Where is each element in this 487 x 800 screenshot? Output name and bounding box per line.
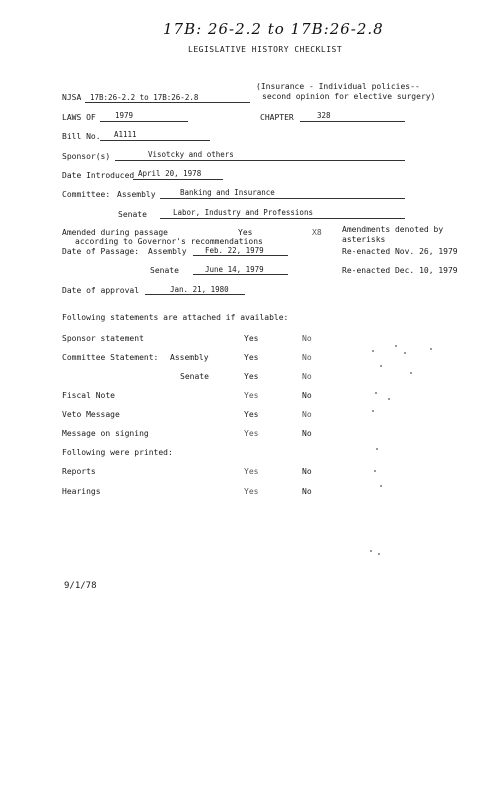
message-on-signing-yes: Yes [244, 429, 259, 438]
passage-senate-value: June 14, 1979 [205, 265, 264, 274]
bill-no-underline [100, 140, 210, 141]
njsa-note-line1: (Insurance - Individual policies-- [256, 82, 420, 91]
statements-heading: Following statements are attached if available: [62, 313, 289, 322]
committee-assembly-label: Assembly [117, 190, 156, 199]
njsa-label: NJSA [62, 93, 82, 102]
committee-statement-senate-no: No [302, 372, 312, 381]
fiscal-note-yes: Yes [244, 391, 259, 400]
committee-statement-assembly-label: Assembly [170, 353, 209, 362]
committee-senate-underline [160, 218, 405, 219]
amended-no-mark: X8 [312, 228, 322, 237]
bill-no-value: A1111 [114, 130, 137, 139]
reports-label: Reports [62, 467, 96, 476]
amendments-note-line1: Amendments denoted by [342, 225, 444, 234]
sponsors-value: Visotcky and others [148, 150, 234, 159]
passage-assembly-underline [193, 255, 288, 256]
laws-of-value: 1979 [115, 111, 134, 120]
date-introduced-underline [133, 179, 223, 180]
reports-yes: Yes [244, 467, 259, 476]
passage-senate-underline [193, 274, 288, 275]
veto-message-label: Veto Message [62, 410, 120, 419]
date-introduced-value: April 20, 1978 [138, 169, 202, 178]
committee-statement-label: Committee Statement: [62, 353, 159, 362]
footer-form-code: 9/1/78 [64, 581, 97, 591]
amendments-note-line2: asterisks [342, 235, 386, 244]
committee-statement-assembly-yes: Yes [244, 353, 259, 362]
sponsors-underline [115, 160, 405, 161]
committee-assembly-value: Banking and Insurance [180, 188, 275, 197]
committee-senate-value: Labor, Industry and Professions [173, 208, 313, 217]
committee-label: Committee: [62, 190, 111, 199]
chapter-value: 328 [317, 111, 331, 120]
handwritten-statute-reference: 17B: 26-2.2 to 17B:26-2.8 [163, 20, 384, 38]
sponsor-statement-yes: Yes [244, 334, 259, 343]
reenacted-dec: Re-enacted Dec. 10, 1979 [342, 266, 458, 275]
fiscal-note-label: Fiscal Note [62, 391, 115, 400]
chapter-underline [300, 121, 405, 122]
date-introduced-label: Date Introduced [62, 171, 135, 180]
passage-senate-label: Senate [150, 266, 179, 275]
bill-no-label: Bill No. [62, 132, 101, 141]
fiscal-note-no: No [302, 391, 312, 400]
message-on-signing-label: Message on signing [62, 429, 149, 438]
sponsor-statement-label: Sponsor statement [62, 334, 144, 343]
page-title: LEGISLATIVE HISTORY CHECKLIST [188, 45, 343, 54]
chapter-label: CHAPTER [260, 113, 294, 122]
sponsor-statement-no: No [302, 334, 312, 343]
sponsors-label: Sponsor(s) [62, 152, 111, 161]
committee-statement-senate-label: Senate [180, 372, 209, 381]
date-of-approval-underline [145, 294, 245, 295]
veto-message-yes: Yes [244, 410, 259, 419]
date-of-approval-value: Jan. 21, 1980 [170, 285, 229, 294]
reenacted-nov: Re-enacted Nov. 26, 1979 [342, 247, 458, 256]
laws-of-underline [100, 121, 188, 122]
hearings-yes: Yes [244, 487, 259, 496]
committee-statement-assembly-no: No [302, 353, 312, 362]
hearings-no: No [302, 487, 312, 496]
printed-heading: Following were printed: [62, 448, 173, 457]
hearings-label: Hearings [62, 487, 101, 496]
njsa-note-line2: second opinion for elective surgery) [262, 92, 436, 101]
passage-assembly-label: Assembly [148, 247, 187, 256]
amended-yes: Yes [238, 228, 253, 237]
committee-assembly-underline [160, 198, 405, 199]
njsa-underline [85, 102, 250, 103]
reports-no: No [302, 467, 312, 476]
committee-statement-senate-yes: Yes [244, 372, 259, 381]
governor-recommendations-label: according to Governor's recommendations [75, 237, 263, 246]
amended-label: Amended during passage [62, 228, 168, 237]
passage-assembly-value: Feb. 22, 1979 [205, 246, 264, 255]
njsa-value: 17B:26-2.2 to 17B:26-2.8 [90, 93, 199, 102]
laws-of-label: LAWS OF [62, 113, 96, 122]
date-of-approval-label: Date of approval [62, 286, 140, 295]
message-on-signing-no: No [302, 429, 312, 438]
committee-senate-label: Senate [118, 210, 147, 219]
date-of-passage-label: Date of Passage: [62, 247, 140, 256]
veto-message-no: No [302, 410, 312, 419]
